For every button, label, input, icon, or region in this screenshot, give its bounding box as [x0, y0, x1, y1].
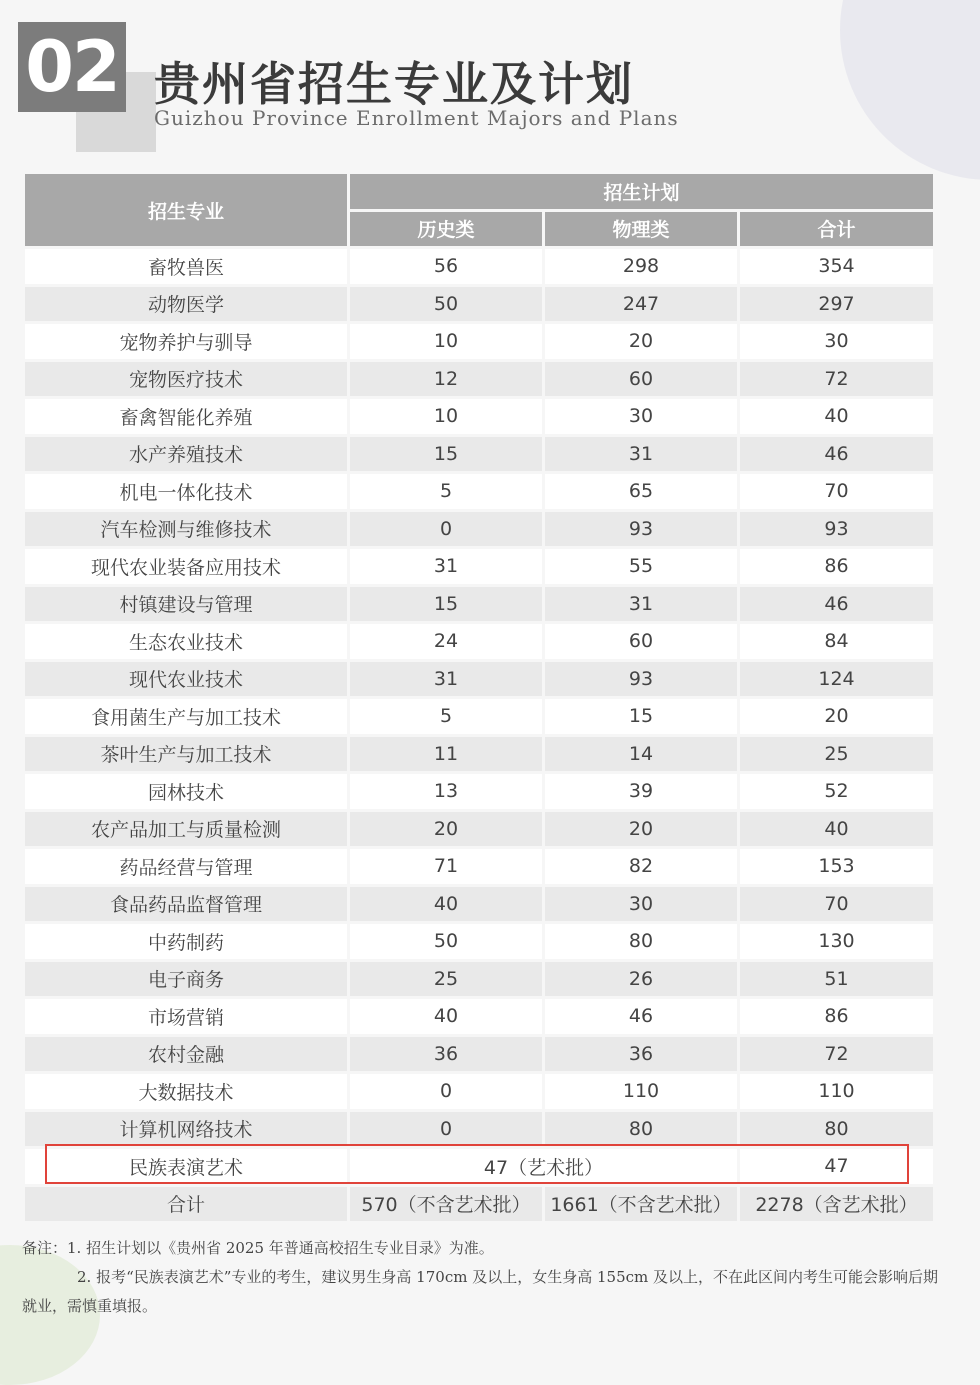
cell-history: 11	[349, 735, 544, 773]
cell-physics: 31	[544, 435, 739, 473]
table-row	[24, 698, 935, 736]
table-row	[24, 923, 935, 961]
cell-major: 园林技术	[24, 773, 349, 811]
cell-history: 5	[349, 473, 544, 511]
table-row	[24, 473, 935, 511]
cell-major: 村镇建设与管理	[24, 585, 349, 623]
cell-history: 20	[349, 810, 544, 848]
cell-total: 46	[739, 435, 935, 473]
cell-major-art: 民族表演艺术	[24, 1148, 349, 1186]
cell-physics: 26	[544, 960, 739, 998]
cell-physics: 65	[544, 473, 739, 511]
cell-history: 0	[349, 1110, 544, 1148]
cell-major: 农产品加工与质量检测	[24, 810, 349, 848]
cell-history: 40	[349, 885, 544, 923]
cell-history: 31	[349, 548, 544, 586]
cell-total: 80	[739, 1110, 935, 1148]
table-row	[24, 848, 935, 886]
cell-total: 110	[739, 1073, 935, 1111]
enrollment-table-wrapper	[22, 171, 933, 1224]
cell-total: 354	[739, 248, 935, 286]
cell-physics: 20	[544, 810, 739, 848]
cell-major: 生态农业技术	[24, 623, 349, 661]
cell-major: 动物医学	[24, 285, 349, 323]
cell-physics: 82	[544, 848, 739, 886]
table-row	[24, 435, 935, 473]
cell-total: 30	[739, 323, 935, 361]
cell-history: 0	[349, 1073, 544, 1111]
cell-major: 现代农业装备应用技术	[24, 548, 349, 586]
table-row	[24, 810, 935, 848]
cell-physics: 30	[544, 398, 739, 436]
cell-physics: 14	[544, 735, 739, 773]
cell-total: 72	[739, 360, 935, 398]
cell-physics: 31	[544, 585, 739, 623]
cell-history: 5	[349, 698, 544, 736]
header-major: 招生专业	[24, 173, 349, 248]
table-row	[24, 1110, 935, 1148]
header-history: 历史类	[349, 210, 544, 248]
table-row	[24, 548, 935, 586]
cell-history: 56	[349, 248, 544, 286]
cell-major: 机电一体化技术	[24, 473, 349, 511]
table-row	[24, 285, 935, 323]
header-plan: 招生计划	[349, 173, 935, 211]
cell-total-label: 合计	[24, 1185, 349, 1223]
page-title: 贵州省招生专业及计划	[154, 57, 634, 111]
cell-history: 12	[349, 360, 544, 398]
section-number: 02	[18, 22, 126, 112]
cell-total: 86	[739, 548, 935, 586]
cell-history: 13	[349, 773, 544, 811]
cell-physics: 80	[544, 923, 739, 961]
cell-physics: 39	[544, 773, 739, 811]
cell-major: 市场营销	[24, 998, 349, 1036]
cell-major: 汽车检测与维修技术	[24, 510, 349, 548]
table-row	[24, 1073, 935, 1111]
cell-physics: 55	[544, 548, 739, 586]
cell-major: 食品药品监督管理	[24, 885, 349, 923]
cell-physics: 93	[544, 660, 739, 698]
cell-total: 93	[739, 510, 935, 548]
cell-total: 40	[739, 398, 935, 436]
notes	[22, 1234, 952, 1321]
cell-major: 畜牧兽医	[24, 248, 349, 286]
cell-history: 10	[349, 323, 544, 361]
note-1: 备注：1. 招生计划以《贵州省 2025 年普通高校招生专业目录》为准。	[22, 1239, 494, 1257]
cell-total: 52	[739, 773, 935, 811]
cell-history: 15	[349, 585, 544, 623]
cell-total: 153	[739, 848, 935, 886]
cell-history: 0	[349, 510, 544, 548]
table-row	[24, 660, 935, 698]
table-row	[24, 998, 935, 1036]
enrollment-table	[22, 171, 936, 1224]
cell-total-sum: 2278（含艺术批）	[739, 1185, 935, 1223]
table-row	[24, 735, 935, 773]
cell-total: 84	[739, 623, 935, 661]
table-row	[24, 773, 935, 811]
cell-history: 40	[349, 998, 544, 1036]
table-row	[24, 248, 935, 286]
page-subtitle: Guizhou Province Enrollment Majors and Plans	[154, 106, 679, 130]
cell-total: 70	[739, 885, 935, 923]
cell-physics: 36	[544, 1035, 739, 1073]
cell-total-history: 570（不含艺术批）	[349, 1185, 544, 1223]
cell-physics: 20	[544, 323, 739, 361]
cell-total: 130	[739, 923, 935, 961]
cell-physics: 110	[544, 1073, 739, 1111]
header-physics: 物理类	[544, 210, 739, 248]
table-row	[24, 885, 935, 923]
cell-physics: 247	[544, 285, 739, 323]
cell-major: 大数据技术	[24, 1073, 349, 1111]
table-row	[24, 360, 935, 398]
cell-total: 70	[739, 473, 935, 511]
cell-physics: 60	[544, 360, 739, 398]
cell-major: 宠物养护与驯导	[24, 323, 349, 361]
cell-physics: 80	[544, 1110, 739, 1148]
cell-total: 297	[739, 285, 935, 323]
cell-total-physics: 1661（不含艺术批）	[544, 1185, 739, 1223]
cell-major: 药品经营与管理	[24, 848, 349, 886]
cell-major: 计算机网络技术	[24, 1110, 349, 1148]
cell-major: 农村金融	[24, 1035, 349, 1073]
art-row-highlight	[45, 1144, 909, 1184]
cell-major: 中药制药	[24, 923, 349, 961]
cell-major: 宠物医疗技术	[24, 360, 349, 398]
cell-total: 46	[739, 585, 935, 623]
table-row	[24, 398, 935, 436]
cell-history: 50	[349, 923, 544, 961]
cell-history: 24	[349, 623, 544, 661]
cell-physics: 30	[544, 885, 739, 923]
cell-physics: 298	[544, 248, 739, 286]
cell-history: 25	[349, 960, 544, 998]
cell-history: 36	[349, 1035, 544, 1073]
cell-art-combined: 47（艺术批）	[349, 1148, 739, 1186]
cell-total: 86	[739, 998, 935, 1036]
cell-physics: 46	[544, 998, 739, 1036]
table-row	[24, 1035, 935, 1073]
table-row	[24, 585, 935, 623]
cell-physics: 60	[544, 623, 739, 661]
cell-total: 124	[739, 660, 935, 698]
table-row	[24, 323, 935, 361]
cell-history: 50	[349, 285, 544, 323]
cell-history: 71	[349, 848, 544, 886]
cell-total: 72	[739, 1035, 935, 1073]
cell-major: 电子商务	[24, 960, 349, 998]
header-total: 合计	[739, 210, 935, 248]
cell-major: 茶叶生产与加工技术	[24, 735, 349, 773]
table-row	[24, 960, 935, 998]
table-row	[24, 510, 935, 548]
cell-history: 31	[349, 660, 544, 698]
note-2: 2. 报考“民族表演艺术”专业的考生，建议男生身高 170cm 及以上，女生身高 155cm 及以上，不在此区间内考生可能会影响后期就业，需慎重填报。	[22, 1268, 939, 1315]
cell-major: 食用菌生产与加工技术	[24, 698, 349, 736]
section-header	[18, 22, 718, 142]
cell-total: 25	[739, 735, 935, 773]
decorative-circle	[840, 0, 980, 180]
total-row	[24, 1185, 935, 1223]
cell-major: 现代农业技术	[24, 660, 349, 698]
cell-total: 40	[739, 810, 935, 848]
cell-physics: 93	[544, 510, 739, 548]
table-row	[24, 623, 935, 661]
cell-history: 15	[349, 435, 544, 473]
cell-major: 畜禽智能化养殖	[24, 398, 349, 436]
cell-art-total: 47	[739, 1148, 935, 1186]
cell-total: 51	[739, 960, 935, 998]
cell-total: 20	[739, 698, 935, 736]
cell-major: 水产养殖技术	[24, 435, 349, 473]
cell-physics: 15	[544, 698, 739, 736]
cell-history: 10	[349, 398, 544, 436]
